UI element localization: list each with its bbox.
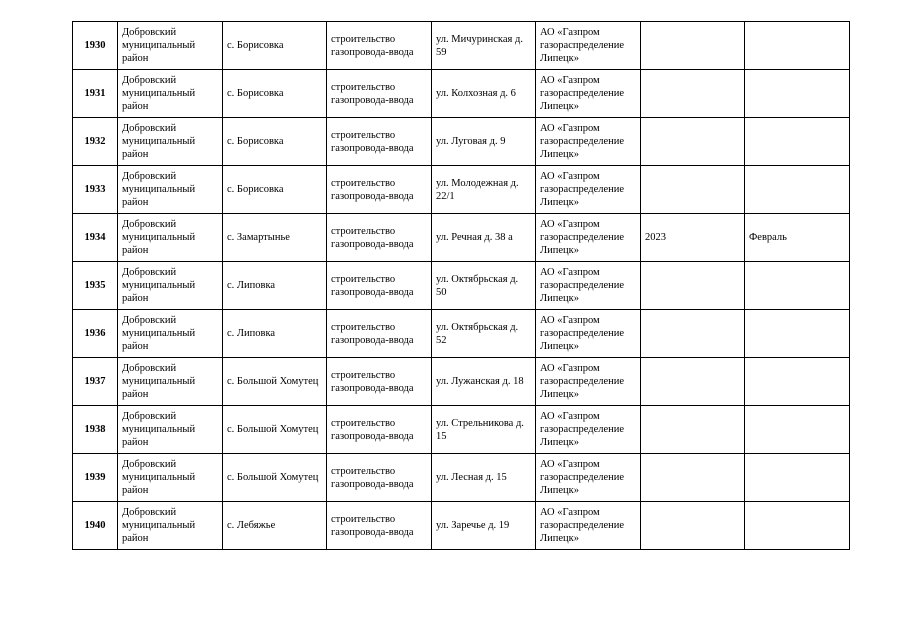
district-cell: Добровский муниципальный район xyxy=(118,310,223,358)
district-cell: Добровский муниципальный район xyxy=(118,406,223,454)
work-type-cell: строительство газопровода-ввода xyxy=(327,70,432,118)
company-cell: АО «Газпром газораспределение Липецк» xyxy=(536,406,641,454)
district-cell: Добровский муниципальный район xyxy=(118,214,223,262)
work-type-cell: строительство газопровода-ввода xyxy=(327,214,432,262)
month-cell xyxy=(745,166,850,214)
work-type-cell: строительство газопровода-ввода xyxy=(327,502,432,550)
gas-works-table xyxy=(72,21,850,550)
row-number: 1934 xyxy=(73,214,118,262)
district-cell: Добровский муниципальный район xyxy=(118,262,223,310)
address-cell: ул. Стрельникова д. 15 xyxy=(432,406,536,454)
table-row xyxy=(73,262,850,310)
address-cell: ул. Колхозная д. 6 xyxy=(432,70,536,118)
row-number: 1931 xyxy=(73,70,118,118)
year-cell xyxy=(641,406,745,454)
table-row xyxy=(73,22,850,70)
district-cell: Добровский муниципальный район xyxy=(118,166,223,214)
row-number: 1932 xyxy=(73,118,118,166)
month-cell xyxy=(745,118,850,166)
table-row xyxy=(73,310,850,358)
year-cell: 2023 xyxy=(641,214,745,262)
table-row xyxy=(73,358,850,406)
year-cell xyxy=(641,262,745,310)
table-row xyxy=(73,406,850,454)
work-type-cell: строительство газопровода-ввода xyxy=(327,118,432,166)
table-row xyxy=(73,70,850,118)
settlement-cell: с. Большой Хомутец xyxy=(223,454,327,502)
address-cell: ул. Октябрьская д. 50 xyxy=(432,262,536,310)
month-cell: Февраль xyxy=(745,214,850,262)
month-cell xyxy=(745,22,850,70)
month-cell xyxy=(745,70,850,118)
settlement-cell: с. Борисовка xyxy=(223,22,327,70)
year-cell xyxy=(641,502,745,550)
year-cell xyxy=(641,310,745,358)
month-cell xyxy=(745,262,850,310)
work-type-cell: строительство газопровода-ввода xyxy=(327,262,432,310)
settlement-cell: с. Большой Хомутец xyxy=(223,406,327,454)
row-number: 1938 xyxy=(73,406,118,454)
table-row xyxy=(73,214,850,262)
row-number: 1937 xyxy=(73,358,118,406)
month-cell xyxy=(745,310,850,358)
settlement-cell: с. Борисовка xyxy=(223,70,327,118)
district-cell: Добровский муниципальный район xyxy=(118,22,223,70)
district-cell: Добровский муниципальный район xyxy=(118,502,223,550)
table-row xyxy=(73,118,850,166)
work-type-cell: строительство газопровода-ввода xyxy=(327,22,432,70)
address-cell: ул. Речная д. 38 а xyxy=(432,214,536,262)
year-cell xyxy=(641,70,745,118)
work-type-cell: строительство газопровода-ввода xyxy=(327,454,432,502)
company-cell: АО «Газпром газораспределение Липецк» xyxy=(536,118,641,166)
work-type-cell: строительство газопровода-ввода xyxy=(327,358,432,406)
address-cell: ул. Мичуринская д. 59 xyxy=(432,22,536,70)
settlement-cell: с. Лебяжье xyxy=(223,502,327,550)
work-type-cell: строительство газопровода-ввода xyxy=(327,166,432,214)
company-cell: АО «Газпром газораспределение Липецк» xyxy=(536,22,641,70)
row-number: 1935 xyxy=(73,262,118,310)
address-cell: ул. Молодежная д. 22/1 xyxy=(432,166,536,214)
month-cell xyxy=(745,454,850,502)
year-cell xyxy=(641,118,745,166)
company-cell: АО «Газпром газораспределение Липецк» xyxy=(536,262,641,310)
work-type-cell: строительство газопровода-ввода xyxy=(327,406,432,454)
company-cell: АО «Газпром газораспределение Липецк» xyxy=(536,166,641,214)
address-cell: ул. Лесная д. 15 xyxy=(432,454,536,502)
settlement-cell: с. Борисовка xyxy=(223,118,327,166)
year-cell xyxy=(641,166,745,214)
row-number: 1936 xyxy=(73,310,118,358)
settlement-cell: с. Замартынье xyxy=(223,214,327,262)
row-number: 1930 xyxy=(73,22,118,70)
row-number: 1940 xyxy=(73,502,118,550)
address-cell: ул. Лужанская д. 18 xyxy=(432,358,536,406)
year-cell xyxy=(641,22,745,70)
district-cell: Добровский муниципальный район xyxy=(118,454,223,502)
table-row xyxy=(73,166,850,214)
company-cell: АО «Газпром газораспределение Липецк» xyxy=(536,502,641,550)
address-cell: ул. Октябрьская д. 52 xyxy=(432,310,536,358)
table-body xyxy=(73,22,850,550)
settlement-cell: с. Борисовка xyxy=(223,166,327,214)
company-cell: АО «Газпром газораспределение Липецк» xyxy=(536,454,641,502)
address-cell: ул. Луговая д. 9 xyxy=(432,118,536,166)
company-cell: АО «Газпром газораспределение Липецк» xyxy=(536,358,641,406)
row-number: 1933 xyxy=(73,166,118,214)
work-type-cell: строительство газопровода-ввода xyxy=(327,310,432,358)
table-row xyxy=(73,454,850,502)
year-cell xyxy=(641,454,745,502)
settlement-cell: с. Липовка xyxy=(223,310,327,358)
district-cell: Добровский муниципальный район xyxy=(118,358,223,406)
row-number: 1939 xyxy=(73,454,118,502)
district-cell: Добровский муниципальный район xyxy=(118,118,223,166)
settlement-cell: с. Большой Хомутец xyxy=(223,358,327,406)
month-cell xyxy=(745,358,850,406)
company-cell: АО «Газпром газораспределение Липецк» xyxy=(536,70,641,118)
address-cell: ул. Заречье д. 19 xyxy=(432,502,536,550)
month-cell xyxy=(745,406,850,454)
year-cell xyxy=(641,358,745,406)
company-cell: АО «Газпром газораспределение Липецк» xyxy=(536,310,641,358)
district-cell: Добровский муниципальный район xyxy=(118,70,223,118)
month-cell xyxy=(745,502,850,550)
settlement-cell: с. Липовка xyxy=(223,262,327,310)
company-cell: АО «Газпром газораспределение Липецк» xyxy=(536,214,641,262)
table-row xyxy=(73,502,850,550)
